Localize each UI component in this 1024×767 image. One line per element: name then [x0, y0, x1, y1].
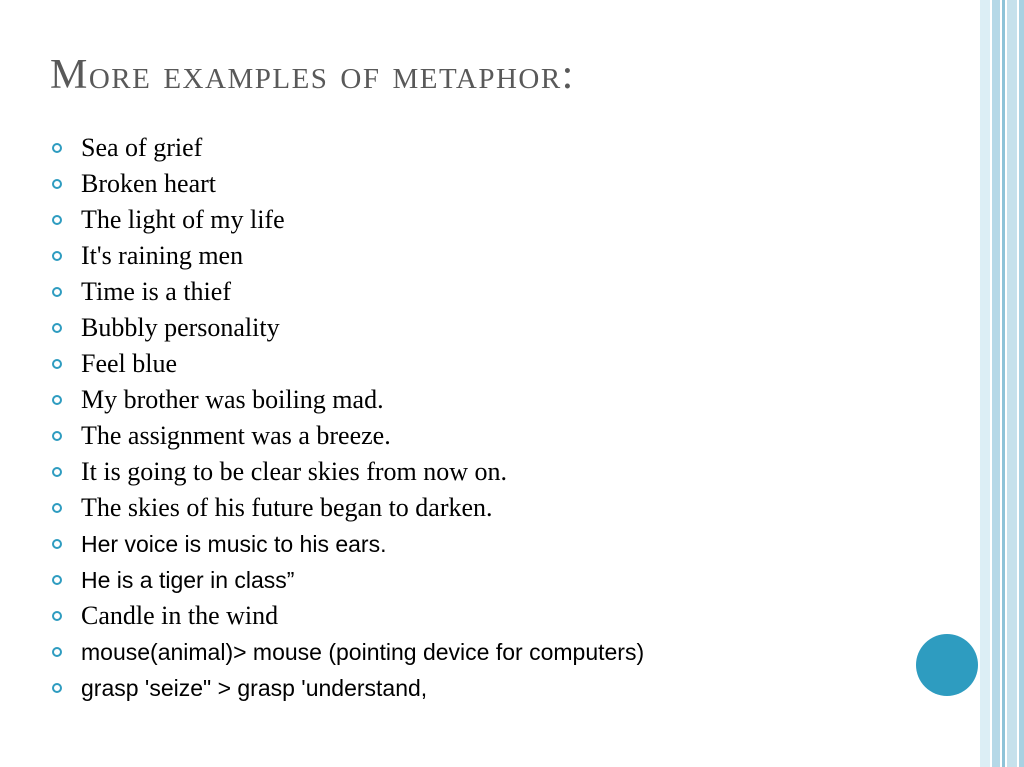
- list-item-text: It's raining men: [81, 241, 244, 270]
- list-item-text: He is a tiger in class”: [81, 567, 295, 593]
- list-item-text: grasp 'seize" > grasp 'understand,: [81, 675, 428, 701]
- stripe: [980, 0, 990, 767]
- list-item: [50, 274, 644, 310]
- bullet-icon: [52, 467, 62, 477]
- bullet-icon: [52, 503, 62, 513]
- list-item: [50, 310, 644, 346]
- decorative-circle-icon: [916, 634, 978, 696]
- stripe: [1002, 0, 1005, 767]
- list-item-text: Sea of grief: [81, 133, 203, 162]
- bullet-icon: [52, 395, 62, 405]
- list-item: [50, 202, 644, 238]
- list-item: [50, 346, 644, 382]
- list-item-text: My brother was boiling mad.: [81, 385, 384, 414]
- bullet-icon: [52, 215, 62, 225]
- list-item-text: The skies of his future began to darken.: [81, 493, 493, 522]
- list-item: [50, 562, 644, 598]
- bullet-icon: [52, 287, 62, 297]
- bullet-icon: [52, 539, 62, 549]
- list-item: [50, 418, 644, 454]
- list-item-text: The assignment was a breeze.: [81, 421, 391, 450]
- list-item: [50, 454, 644, 490]
- list-item-text: Time is a thief: [81, 277, 231, 306]
- bullet-icon: [52, 251, 62, 261]
- list-item-text: Her voice is music to his ears.: [81, 531, 387, 557]
- bullet-icon: [52, 683, 62, 693]
- list-item: [50, 382, 644, 418]
- stripe: [992, 0, 1000, 767]
- bullet-icon: [52, 323, 62, 333]
- list-item-text: Bubbly personality: [81, 313, 280, 342]
- list-item-text: The light of my life: [81, 205, 285, 234]
- bullet-list: [50, 130, 644, 706]
- stripe: [1019, 0, 1024, 767]
- list-item: [50, 166, 644, 202]
- stripe: [1007, 0, 1017, 767]
- list-item: [50, 598, 644, 634]
- slide-title: More examples of metaphor:: [50, 52, 575, 98]
- list-item-text: mouse(animal)> mouse (pointing device for computers): [81, 639, 645, 665]
- list-item: [50, 670, 644, 706]
- bullet-icon: [52, 575, 62, 585]
- list-item: [50, 238, 644, 274]
- bullet-icon: [52, 431, 62, 441]
- list-item: [50, 130, 644, 166]
- list-item: [50, 634, 644, 670]
- bullet-icon: [52, 647, 62, 657]
- decorative-side-stripes: [980, 0, 1024, 767]
- bullet-icon: [52, 611, 62, 621]
- list-item: [50, 490, 644, 526]
- bullet-icon: [52, 179, 62, 189]
- list-item-text: It is going to be clear skies from now on.: [81, 457, 508, 486]
- bullet-icon: [52, 359, 62, 369]
- list-item: [50, 526, 644, 562]
- list-item-text: Feel blue: [81, 349, 178, 378]
- list-item-text: Candle in the wind: [81, 601, 279, 630]
- list-item-text: Broken heart: [81, 169, 217, 198]
- bullet-icon: [52, 143, 62, 153]
